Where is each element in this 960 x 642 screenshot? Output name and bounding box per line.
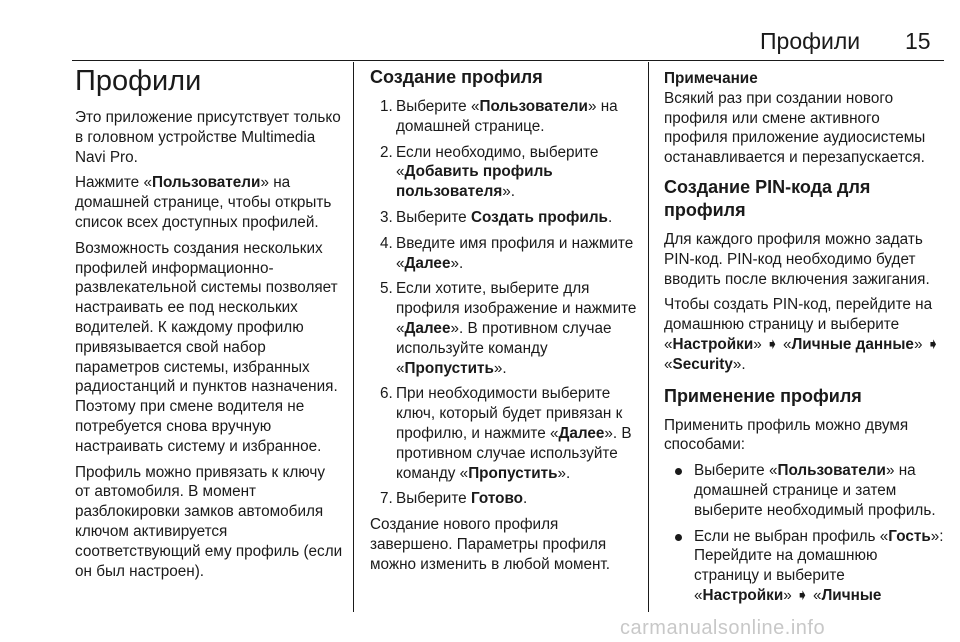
- intro-paragraph: Это приложение присутствует только в головном устройстве Multimedia Navi Pro.: [75, 109, 341, 166]
- create-profile-closing: Создание нового профиля завершено. Параметры профиля можно изменить в любой момент.: [370, 516, 610, 573]
- apply-intro: Применить профиль можно двумя способами:: [664, 416, 909, 454]
- column-pin-and-apply: [664, 62, 946, 612]
- header-rule: [72, 60, 944, 61]
- step-item: 3. Выберите Создать профиль.: [380, 208, 613, 226]
- apply-profile-heading: Применение профиля: [664, 385, 862, 406]
- note-title: Примечание: [664, 70, 758, 87]
- key-binding-paragraph: Профиль можно привязать к ключу от автомобиля. В момент разблокировки замков автомобиля ключом активируется соответствующий ему профиль (если он был настроен).: [75, 463, 343, 580]
- step-item: 1. Выберите «Пользователи» на домашней странице.: [380, 98, 618, 135]
- users-paragraph: Нажмите «Пользователи» на домашней странице, чтобы открыть список всех доступных профилей.: [75, 174, 332, 231]
- create-profile-steps: [370, 97, 638, 509]
- create-profile-heading: Создание профиля: [370, 67, 543, 87]
- page-title: Профили: [75, 65, 202, 97]
- bullet-icon: [675, 534, 682, 541]
- pin-steps-paragraph: Чтобы создать PIN-код, перейдите на домашнюю страницу и выберите «Настройки» ➧ «Личные данные» ➧ «Security».: [664, 296, 940, 373]
- page-header-title: Профили: [760, 28, 861, 54]
- step-item: 5. Если хотите, выберите для профиля изображение и нажмите «Далее». В противном случае используйте команду «Пропустить».: [380, 280, 637, 377]
- step-item: 2. Если необходимо, выберите «Добавить профиль пользователя».: [380, 143, 599, 201]
- column-divider-right: [648, 62, 649, 612]
- column-create-profile: [370, 62, 638, 581]
- step-item: 6. При необходимости выберите ключ, который будет привязан к профилю, и нажмите «Далее». В противном случае используйте команду «Пропустить».: [380, 385, 632, 482]
- apply-methods-list: [664, 461, 946, 606]
- list-item: Если не выбран профиль «Гость»: Перейдите на домашнюю страницу и выберите «Настройки» ➧ «Личные: [664, 527, 946, 606]
- page-number: 15: [905, 28, 931, 54]
- pin-paragraph: Для каждого профиля можно задать PIN-код. PIN-код необходимо будет вводить после включения зажигания.: [664, 230, 930, 288]
- step-item: 7. Выберите Готово.: [380, 490, 528, 508]
- column-profiles-intro: [75, 62, 343, 587]
- pin-heading: Создание PIN-кода для профиля: [664, 176, 871, 220]
- column-divider-left: [353, 62, 354, 612]
- note-text: Всякий раз при создании нового профиля или смене активного профиля приложение аудиосистемы останавливается и перезапускается.: [664, 89, 926, 167]
- step-item: 4. Введите имя профиля и нажмите «Далее».: [380, 234, 634, 272]
- users-term: Пользователи: [151, 174, 261, 192]
- bullet-icon: [675, 468, 682, 475]
- list-item: Выберите «Пользователи» на домашней странице и затем выберите необходимый профиль.: [664, 461, 946, 520]
- watermark: carmanualsonline.info: [620, 617, 826, 639]
- multiple-profiles-paragraph: Возможность создания нескольких профилей информационно-развлекательной системы позволяет настраивать ее под нескольких водителей. К каждому профилю привязывается свой набор параметров системы, избранных радиостанций и пунктов назначения. Поэтому при смене водителя не потребуется снова вручную настраивать систему и избранное.: [75, 239, 338, 455]
